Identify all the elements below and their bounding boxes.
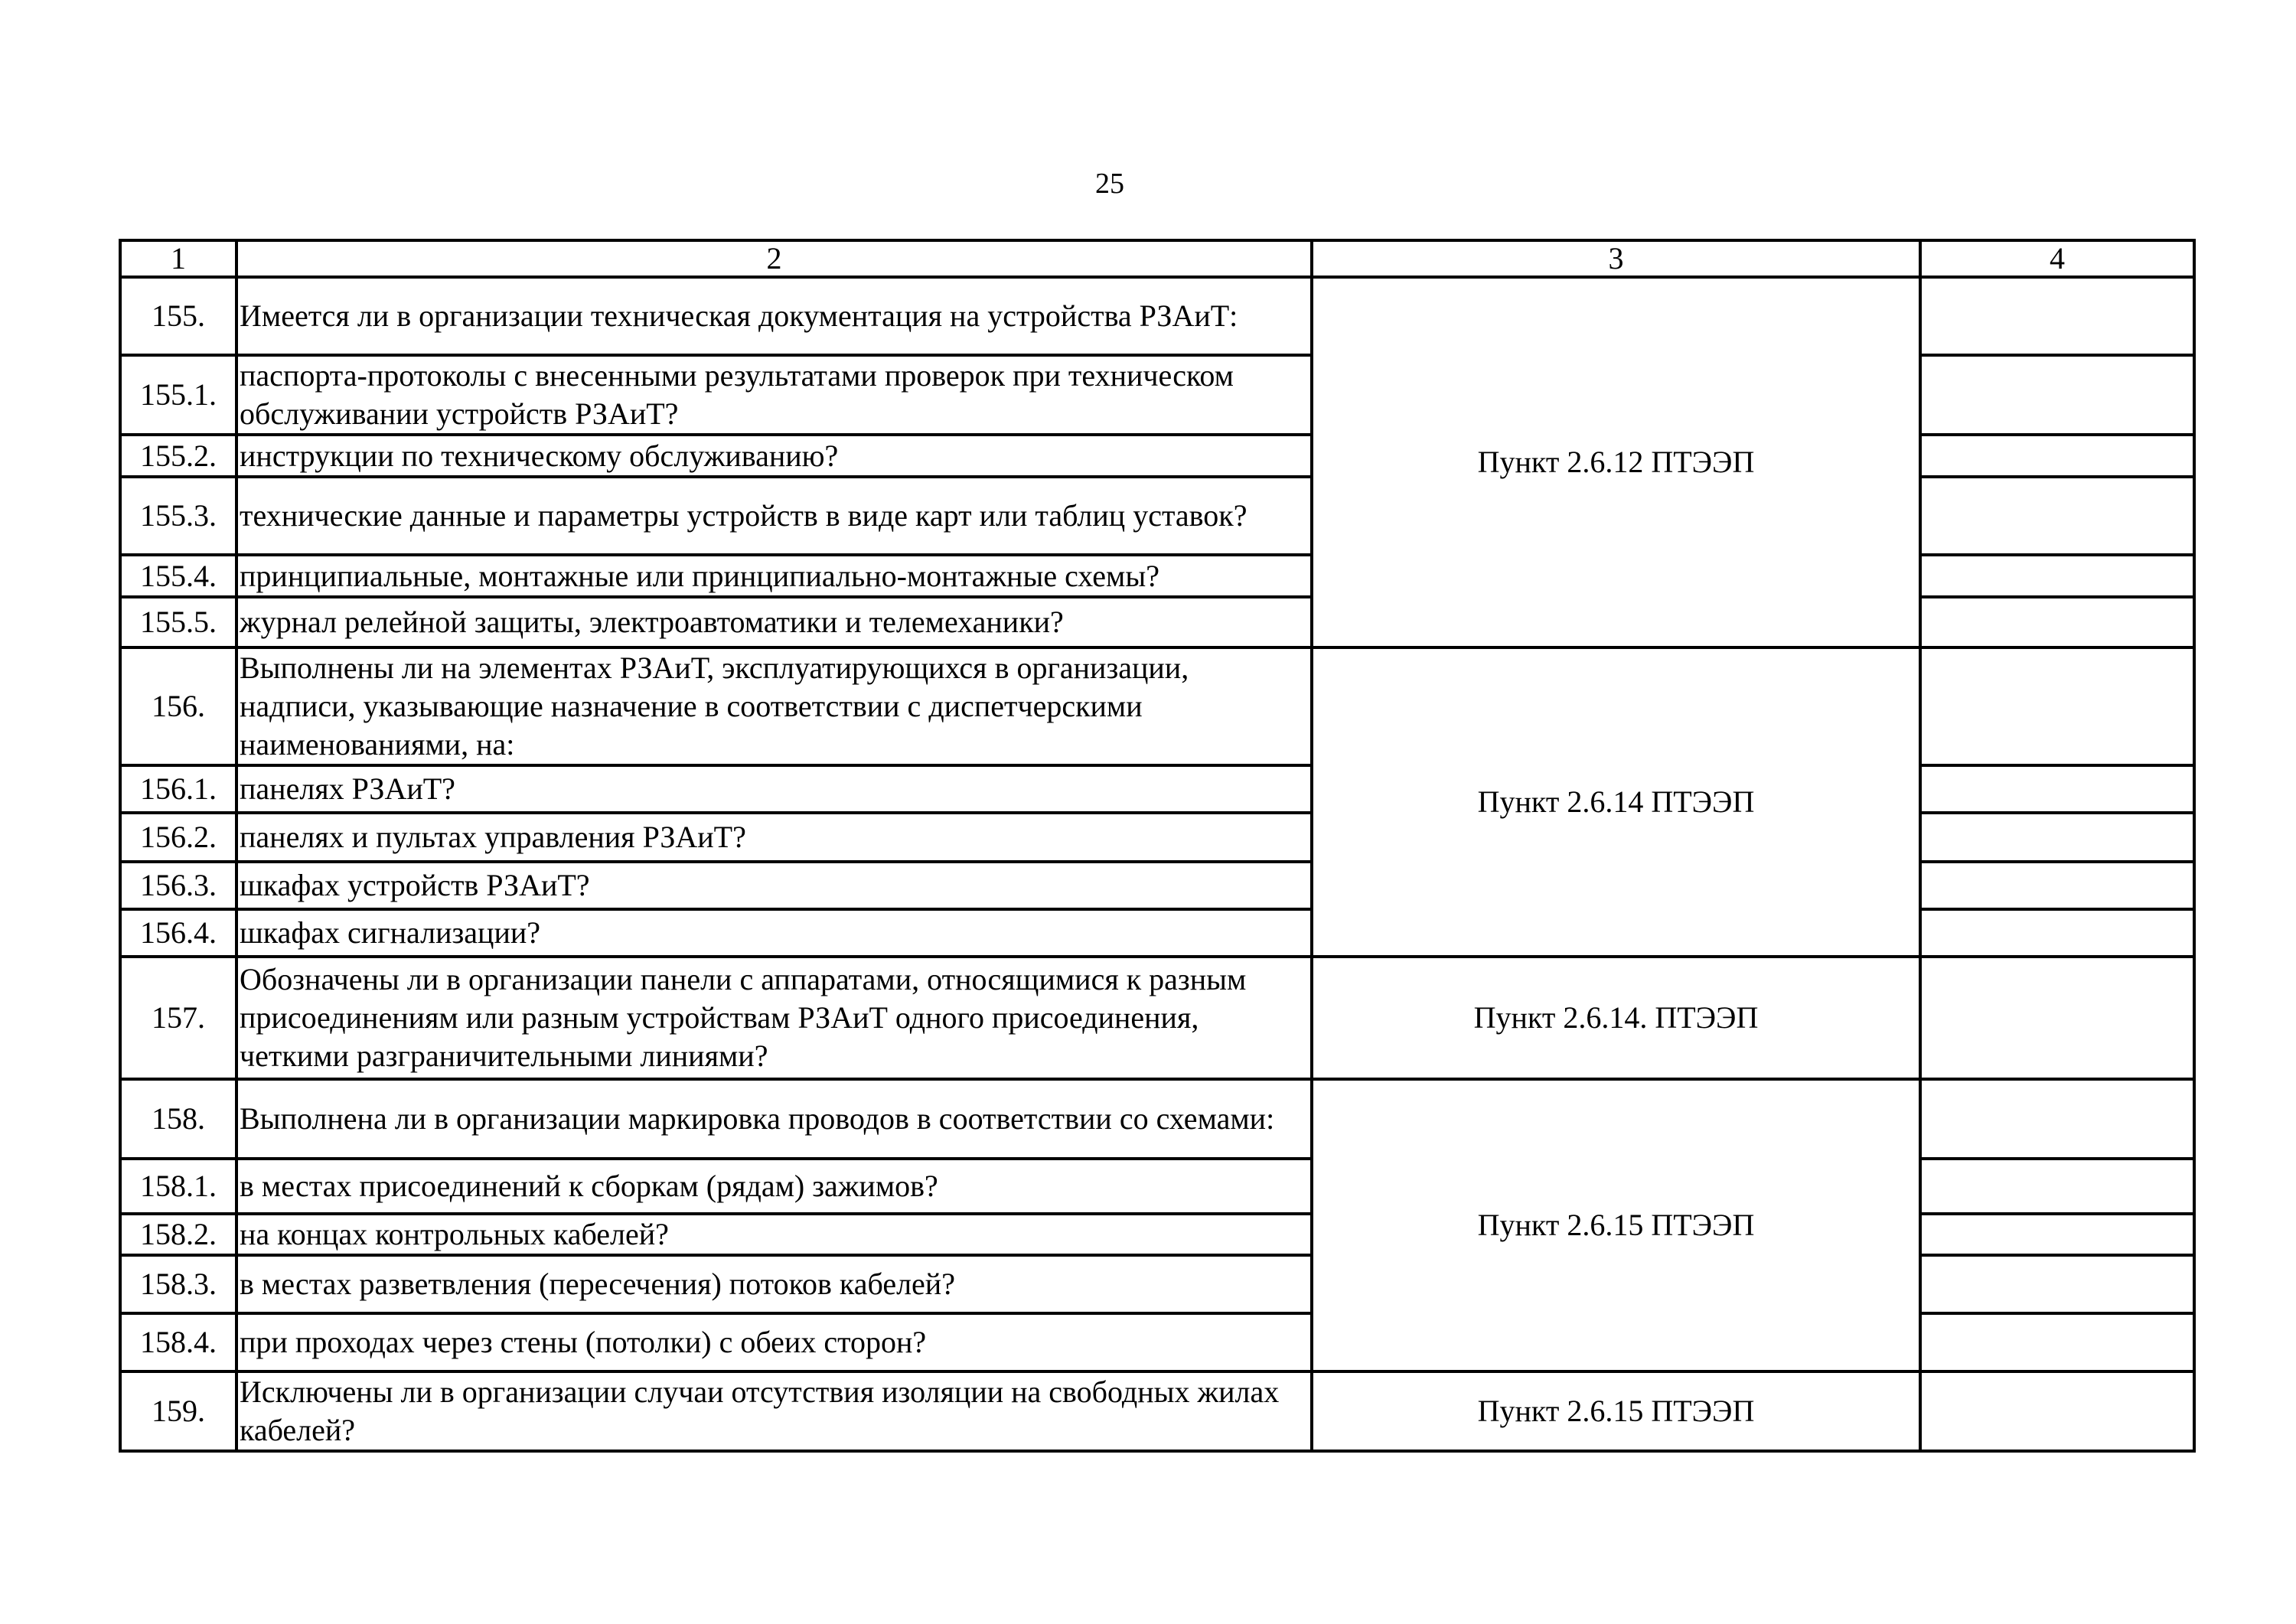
result-cell xyxy=(1920,957,2194,1079)
table-header-row xyxy=(120,240,2194,277)
item-number: 155.1. xyxy=(120,355,236,435)
result-cell xyxy=(1920,765,2194,813)
checklist-table xyxy=(119,239,2196,1453)
result-cell xyxy=(1920,1159,2194,1214)
column-header: 3 xyxy=(1312,240,1920,277)
item-number: 155.4. xyxy=(120,555,236,597)
item-question: инструкции по техническому обслуживанию? xyxy=(236,435,1312,477)
column-header: 2 xyxy=(236,240,1312,277)
table-row xyxy=(120,1371,2194,1451)
result-cell xyxy=(1920,435,2194,477)
item-question: технические данные и параметры устройств в виде карт или таблиц уставок? xyxy=(236,477,1312,555)
page-number: 25 xyxy=(1095,168,1124,200)
item-question: Выполнена ли в организации маркировка проводов в соответствии со схемами: xyxy=(236,1079,1312,1159)
result-cell xyxy=(1920,1371,2194,1451)
column-header: 4 xyxy=(1920,240,2194,277)
result-cell xyxy=(1920,555,2194,597)
reference-cell: Пункт 2.6.14 ПТЭЭП xyxy=(1312,647,1920,957)
item-question: шкафах устройств РЗАиТ? xyxy=(236,862,1312,909)
result-cell xyxy=(1920,1214,2194,1255)
item-question: Обозначены ли в организации панели с аппаратами, относящимися к разным присоединениям или разным устройствам РЗАиТ одного присоединения, четкими разграничительными линиями? xyxy=(236,957,1312,1079)
column-header: 1 xyxy=(120,240,236,277)
item-question: в местах разветвления (пересечения) потоков кабелей? xyxy=(236,1255,1312,1313)
item-question: на концах контрольных кабелей? xyxy=(236,1214,1312,1255)
result-cell xyxy=(1920,1079,2194,1159)
item-question: при проходах через стены (потолки) с обеих сторон? xyxy=(236,1313,1312,1371)
item-number: 158.1. xyxy=(120,1159,236,1214)
reference-cell: Пункт 2.6.15 ПТЭЭП xyxy=(1312,1079,1920,1371)
result-cell xyxy=(1920,1313,2194,1371)
result-cell xyxy=(1920,813,2194,862)
result-cell xyxy=(1920,477,2194,555)
item-number: 156.1. xyxy=(120,765,236,813)
item-number: 156.2. xyxy=(120,813,236,862)
reference-cell: Пункт 2.6.12 ПТЭЭП xyxy=(1312,277,1920,647)
item-number: 155.2. xyxy=(120,435,236,477)
item-number: 157. xyxy=(120,957,236,1079)
item-number: 158.4. xyxy=(120,1313,236,1371)
item-question: в местах присоединений к сборкам (рядам) зажимов? xyxy=(236,1159,1312,1214)
item-number: 156.3. xyxy=(120,862,236,909)
item-question: журнал релейной защиты, электроавтоматики и телемеханики? xyxy=(236,597,1312,647)
item-number: 159. xyxy=(120,1371,236,1451)
result-cell xyxy=(1920,647,2194,765)
item-number: 156.4. xyxy=(120,909,236,957)
item-number: 158. xyxy=(120,1079,236,1159)
table-row xyxy=(120,277,2194,355)
table-row xyxy=(120,647,2194,765)
item-number: 156. xyxy=(120,647,236,765)
reference-cell: Пункт 2.6.14. ПТЭЭП xyxy=(1312,957,1920,1079)
result-cell xyxy=(1920,862,2194,909)
table-row xyxy=(120,1079,2194,1159)
result-cell xyxy=(1920,909,2194,957)
item-question: паспорта-протоколы с внесенными результатами проверок при техническом обслуживании устройств РЗАиТ? xyxy=(236,355,1312,435)
item-number: 155.3. xyxy=(120,477,236,555)
reference-cell: Пункт 2.6.15 ПТЭЭП xyxy=(1312,1371,1920,1451)
item-question: панелях и пультах управления РЗАиТ? xyxy=(236,813,1312,862)
item-number: 158.3. xyxy=(120,1255,236,1313)
item-question: Исключены ли в организации случаи отсутствия изоляции на свободных жилах кабелей? xyxy=(236,1371,1312,1451)
result-cell xyxy=(1920,355,2194,435)
item-question: шкафах сигнализации? xyxy=(236,909,1312,957)
item-question: панелях РЗАиТ? xyxy=(236,765,1312,813)
result-cell xyxy=(1920,1255,2194,1313)
item-question: Выполнены ли на элементах РЗАиТ, эксплуатирующихся в организации, надписи, указывающие назначение в соответствии с диспетчерскими наименованиями, на: xyxy=(236,647,1312,765)
item-question: принципиальные, монтажные или принципиально-монтажные схемы? xyxy=(236,555,1312,597)
result-cell xyxy=(1920,597,2194,647)
item-question: Имеется ли в организации техническая документация на устройства РЗАиТ: xyxy=(236,277,1312,355)
item-number: 158.2. xyxy=(120,1214,236,1255)
result-cell xyxy=(1920,277,2194,355)
table-row xyxy=(120,957,2194,1079)
item-number: 155.5. xyxy=(120,597,236,647)
item-number: 155. xyxy=(120,277,236,355)
